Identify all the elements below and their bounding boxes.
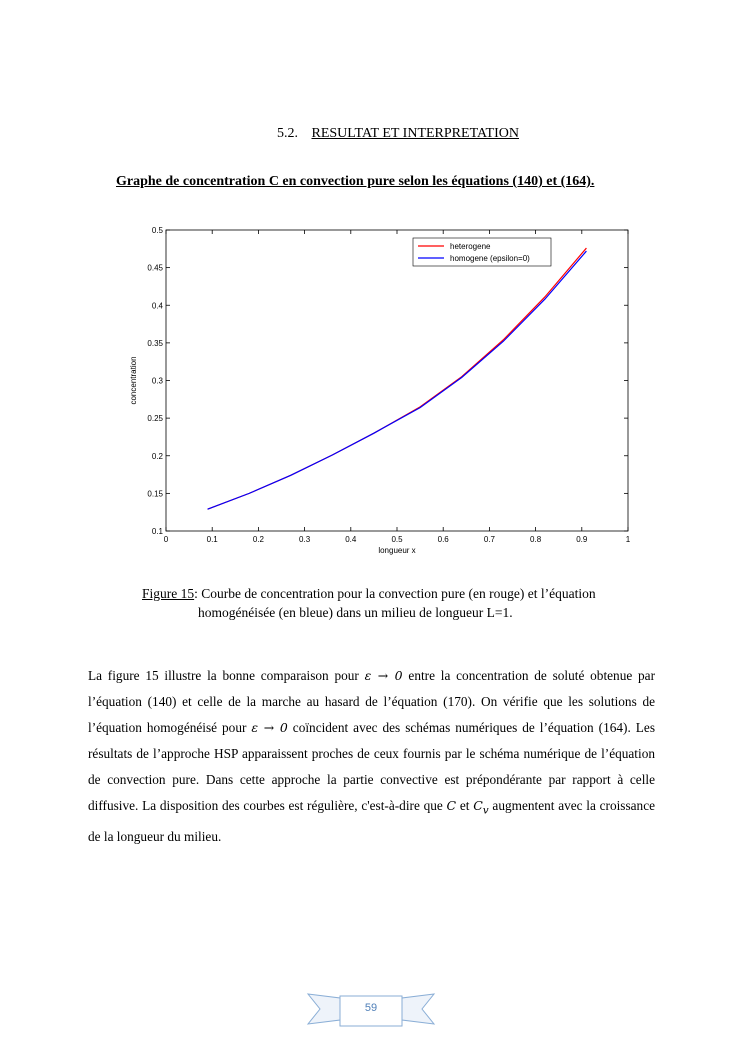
y-tick-label: 0.1 [151, 527, 163, 536]
caption-line-1: : Courbe de concentration pour la convection pure (en rouge) et l’équation [194, 586, 596, 601]
y-tick-label: 0.3 [151, 376, 163, 386]
math-cv [473, 798, 489, 817]
y-tick-label: 0.45 [147, 263, 163, 273]
paragraph-text: La figure 15 illustre la bonne comparaison pour [88, 668, 365, 683]
x-tick-label: 0.1 [206, 535, 218, 544]
math-epsilon: ε → 0 [251, 720, 288, 735]
series-line-homogene [208, 251, 587, 509]
plot-frame [166, 230, 628, 531]
section-number: 5.2. [276, 126, 298, 141]
y-tick-label: 0.2 [151, 451, 163, 461]
figure-label: Figure 15 [142, 586, 195, 601]
math-epsilon: ε → 0 [364, 668, 403, 683]
body-paragraph [88, 663, 655, 850]
paragraph-text: et [456, 798, 474, 813]
section-title: RESULTAT ET INTERPRETATION [311, 126, 519, 141]
page-number-ribbon [306, 990, 436, 1030]
math-c: C [446, 798, 457, 813]
x-tick-label: 0.9 [576, 535, 588, 544]
y-axis-label: concentration [129, 356, 138, 405]
x-tick-label: 0.7 [483, 535, 495, 544]
y-tick-label: 0.35 [147, 338, 163, 348]
paragraph-text: entre la concentration de soluté obtenue par l’équation (140) et celle de la marche au hasard de l’équation (170). On vérifie que les solutions de l’équation homogénéisé pour [88, 668, 656, 735]
x-tick-label: 0.4 [345, 535, 357, 544]
x-axis-label: longueur x [378, 546, 416, 555]
math-cv-main: C [473, 798, 483, 813]
legend-label: homogene (epsilon=0) [450, 254, 530, 263]
y-tick-label: 0.4 [151, 301, 163, 311]
x-tick-label: 0.6 [437, 535, 449, 544]
caption-line-2: homogénéisée (en bleue) dans un milieu de longueur L=1. [198, 605, 513, 620]
section-heading [0, 126, 744, 142]
x-tick-label: 1 [625, 535, 631, 544]
figure-caption [142, 584, 662, 622]
y-tick-label: 0.15 [147, 489, 163, 499]
page-number: 59 [364, 1002, 378, 1014]
graph-heading: Graphe de concentration C en convection pure selon les équations (140) et (164). [116, 174, 595, 189]
x-tick-label: 0.3 [299, 535, 311, 544]
math-cv-sub: v [482, 804, 489, 817]
paragraph-text: augmentent avec la croissance de la longueur du milieu. [88, 798, 656, 844]
concentration-chart [120, 220, 640, 565]
x-tick-label: 0 [163, 535, 169, 544]
paragraph-text: coïncident avec des schémas numériques de l’équation (164). Les résultats de l’approche HSP apparaissent proches de ceux fournis par le schéma numérique de l’équation de convection pure. Dans cette approche la partie convective est prépondérante par rapport à celle diffusive. La disposition des courbes est régulière, c'est-à-dire que [88, 720, 655, 813]
x-tick-label: 0.2 [252, 535, 264, 544]
y-tick-label: 0.5 [151, 226, 163, 235]
y-tick-label: 0.25 [147, 414, 163, 424]
x-tick-label: 0.8 [530, 535, 542, 544]
x-tick-label: 0.5 [391, 535, 403, 544]
series-line-heterogene [208, 248, 587, 509]
legend-label: heterogene [450, 242, 491, 251]
